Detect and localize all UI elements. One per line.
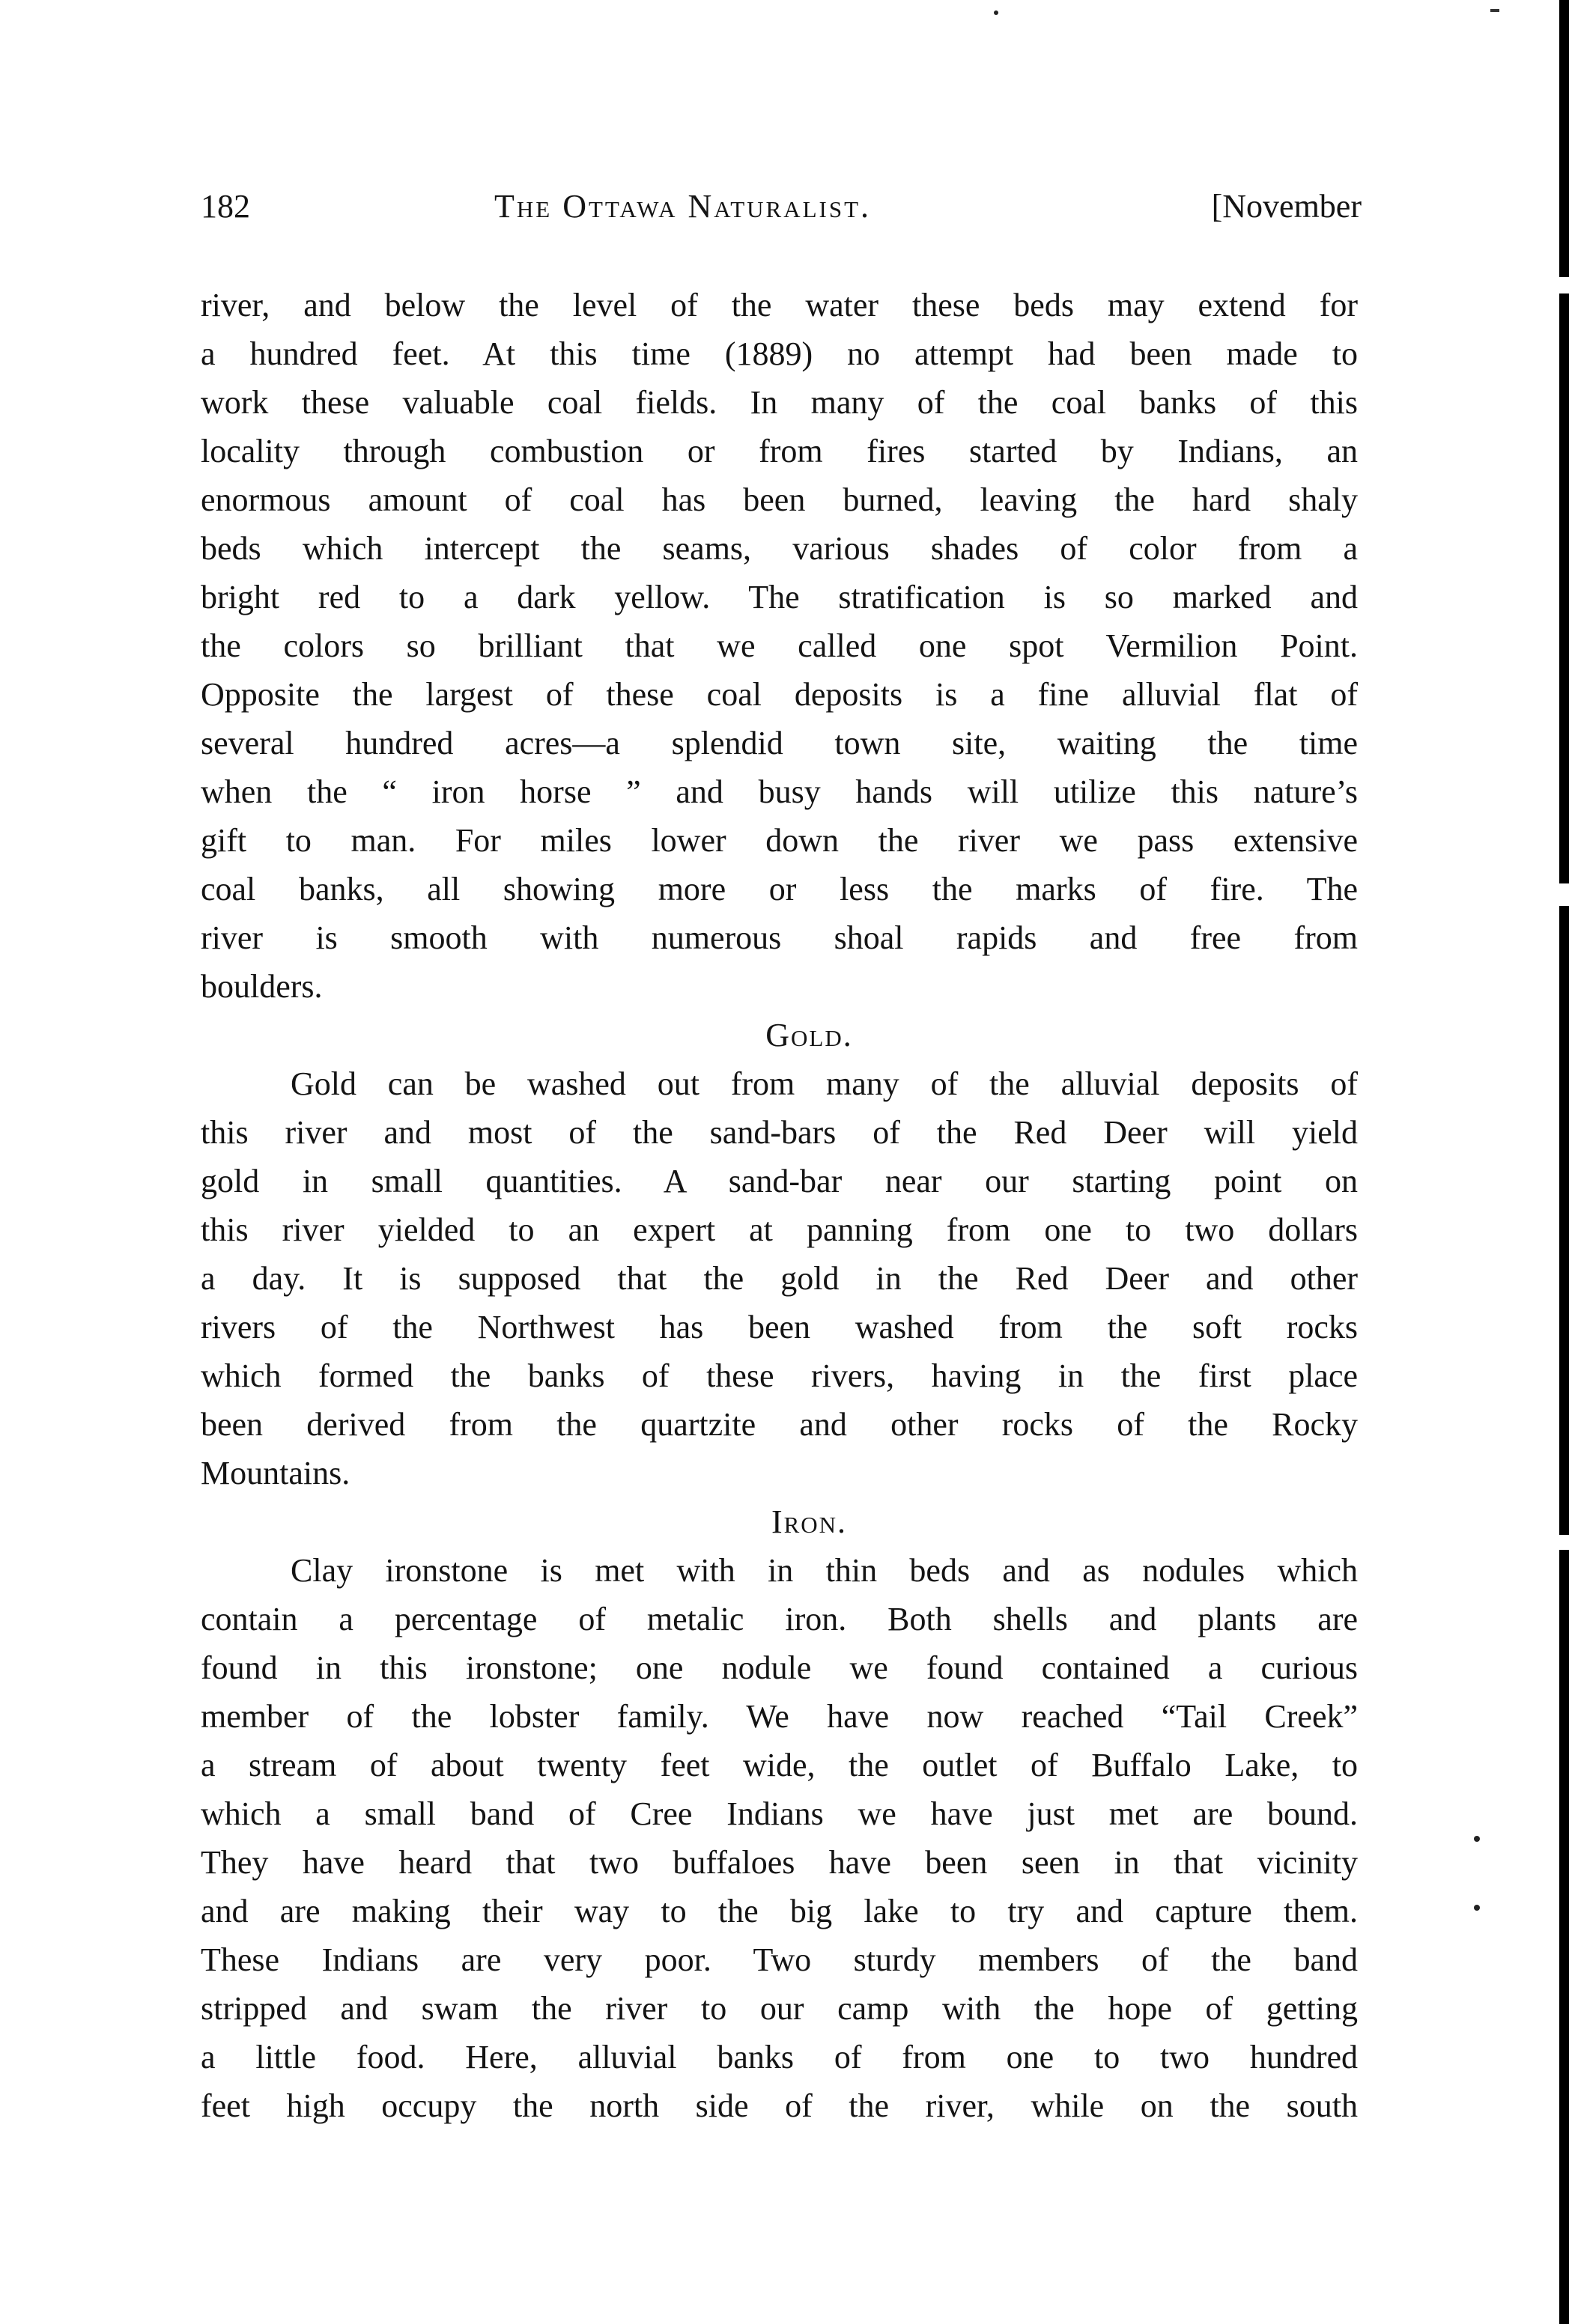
section-heading-gold: Gold.	[765, 1017, 853, 1053]
text-line: enormous amount of coal has been burned, leaving the hard shaly	[201, 481, 1358, 518]
text-line: Gold can be washed out from many of the alluvial deposits of	[291, 1065, 1358, 1102]
text-line: contain a percentage of metalic iron. Both shells and plants are	[201, 1601, 1358, 1637]
text-line: feet high occupy the north side of the river, while on the south	[201, 2087, 1358, 2124]
text-line: gift to man. For miles lower down the river we pass extensive	[201, 822, 1358, 859]
text-line: this river yielded to an expert at panning from one to two dollars	[201, 1211, 1358, 1248]
text-line: boulders.	[201, 968, 323, 1005]
text-line: which a small band of Cree Indians we have just met are bound.	[201, 1795, 1358, 1832]
text-line: These Indians are very poor. Two sturdy members of the band	[201, 1941, 1358, 1978]
text-line: rivers of the Northwest has been washed from the soft rocks	[201, 1309, 1358, 1345]
text-line: found in this ironstone; one nodule we found contained a curious	[201, 1649, 1358, 1686]
text-line: and are making their way to the big lake to try and capture them.	[201, 1893, 1358, 1929]
page-edge-gap	[1559, 277, 1569, 293]
page-edge-shadow	[1559, 0, 1569, 2324]
text-line: work these valuable coal fields. In many of the coal banks of this	[201, 384, 1358, 421]
text-line: bright red to a dark yellow. The stratification is so marked and	[201, 579, 1358, 615]
text-line: gold in small quantities. A sand-bar near our starting point on	[201, 1163, 1358, 1199]
body-text	[201, 281, 1358, 2130]
scan-speck	[994, 10, 998, 15]
text-line: this river and most of the sand-bars of the Red Deer will yield	[201, 1114, 1358, 1151]
text-line: stripped and swam the river to our camp with the hope of getting	[201, 1990, 1358, 2027]
text-line: river, and below the level of the water these beds may extend for	[201, 287, 1358, 323]
page-edge-gap	[1559, 1535, 1569, 1550]
journal-title: The Ottawa Naturalist.	[494, 188, 872, 225]
text-line: They have heard that two buffaloes have been seen in that vicinity	[201, 1844, 1358, 1881]
text-line: which formed the banks of these rivers, having in the first place	[201, 1357, 1358, 1394]
scan-speck	[1490, 9, 1499, 12]
page-edge-gap	[1559, 883, 1569, 906]
section-heading-iron: Iron.	[771, 1503, 848, 1540]
text-line: several hundred acres—a splendid town site, waiting the time	[201, 725, 1358, 761]
text-line: a day. It is supposed that the gold in the Red Deer and other	[201, 1260, 1358, 1297]
running-header	[201, 187, 1362, 240]
text-line: locality through combustion or from fires started by Indians, an	[201, 433, 1358, 469]
text-line: a stream of about twenty feet wide, the outlet of Buffalo Lake, to	[201, 1747, 1358, 1783]
scan-speck	[1474, 1836, 1480, 1842]
text-line: member of the lobster family. We have now reached “Tail Creek”	[201, 1698, 1358, 1735]
text-line: a little food. Here, alluvial banks of from one to two hundred	[201, 2039, 1358, 2075]
text-line: a hundred feet. At this time (1889) no attempt had been made to	[201, 335, 1358, 372]
text-line: coal banks, all showing more or less the marks of fire. The	[201, 871, 1358, 907]
text-line: Clay ironstone is met with in thin beds and as nodules which	[291, 1552, 1358, 1589]
text-line: Opposite the largest of these coal deposits is a fine alluvial flat of	[201, 676, 1358, 713]
text-line: river is smooth with numerous shoal rapids and free from	[201, 919, 1358, 956]
page-number: 182	[201, 188, 250, 225]
scan-speck	[1474, 1905, 1480, 1911]
paragraph	[201, 281, 1358, 1011]
text-line: Mountains.	[201, 1455, 350, 1491]
paragraph	[201, 1059, 1358, 1497]
text-line: been derived from the quartzite and other rocks of the Rocky	[201, 1406, 1358, 1443]
issue-month: [November	[1211, 188, 1362, 225]
text-line: beds which intercept the seams, various shades of color from a	[201, 530, 1358, 567]
paragraph	[201, 1546, 1358, 2130]
text-line: the colors so brilliant that we called one spot Vermilion Point.	[201, 627, 1358, 664]
text-line: when the “ iron horse ” and busy hands will utilize this nature’s	[201, 773, 1358, 810]
